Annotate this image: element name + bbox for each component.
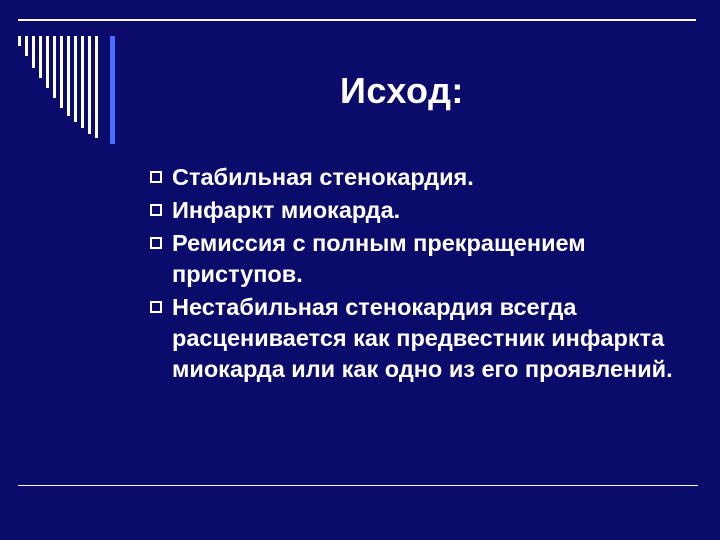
bottom-rule [18, 485, 698, 486]
stripe-accent [110, 36, 115, 144]
bullet-item [148, 228, 696, 290]
bullet-item [148, 292, 696, 385]
stripe [18, 36, 21, 46]
stripe [67, 36, 70, 116]
decorative-stripes [0, 0, 130, 150]
bullet-item [148, 195, 696, 226]
stripe [39, 36, 42, 78]
square-bullet-icon [150, 171, 162, 183]
bullet-text: Стабильная стенокардия. [172, 164, 474, 190]
stripe [74, 36, 77, 122]
slide-title: Исход: [340, 70, 464, 111]
square-bullet-icon [150, 301, 162, 313]
stripe [60, 36, 63, 108]
stripe [32, 36, 35, 68]
stripe [53, 36, 56, 98]
square-bullet-icon [150, 237, 162, 249]
bullet-list [148, 162, 696, 387]
bullet-text: Нестабильная стенокардия всегда расценивается как предвестник инфаркта миокарда или как одно из его проявлений. [172, 294, 673, 382]
bullet-text: Инфаркт миокарда. [172, 197, 401, 223]
stripe [95, 36, 98, 138]
stripe [88, 36, 91, 134]
stripe [81, 36, 84, 128]
bullet-text: Ремиссия с полным прекращением приступов. [172, 230, 586, 287]
stripe [25, 36, 28, 56]
square-bullet-icon [150, 204, 162, 216]
bullet-item [148, 162, 696, 193]
stripe [46, 36, 49, 88]
